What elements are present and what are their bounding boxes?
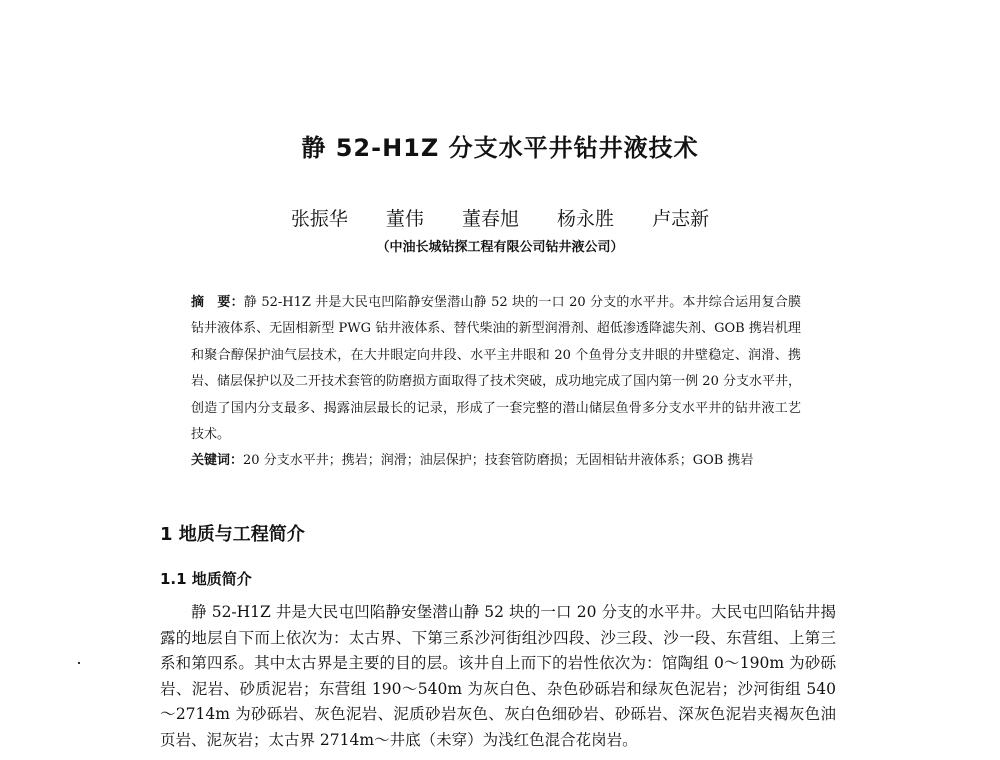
abstract-label: 摘 要：: [191, 295, 244, 310]
keywords-text: 20 分支水平井；携岩；润滑；油层保护；技套管防磨损；无固相钻井液体系；GOB 携岩: [243, 453, 754, 469]
body-paragraph: 静 52-H1Z 井是大民屯凹陷静安堡潜山静 52 块的一口 20 分支的水平井。大民屯凹陷钻井揭露的地层自下而上依次为：太古界、下第三系沙河街组沙四段、沙三段、沙一段、东营组、上第三系和第四系。其中太古界是主要的目的层。该井自上而下的岩性依次为：馆陶组 0～190m 为砂砾岩、泥岩、砂质泥岩；东营组 190～540m 为灰白色、杂色砂砾岩和绿灰色泥岩；沙河街组 540～2714m 为砂砾岩、灰色泥岩、泥质砂岩灰色、灰白色细砂岩、砂砾岩、深灰色泥岩夹褐灰色油页岩、泥灰岩；太古界 2714m～井底（未穿）为浅红色混合花岗岩。: [160, 603, 836, 749]
section-heading: 1 地质与工程简介: [160, 524, 305, 545]
author-list: [0, 204, 1000, 231]
abstract-text: 静 52-H1Z 井是大民屯凹陷静安堡潜山静 52 块的一口 20 分支的水平井。本井综合运用复合膜钻井液体系、无固相新型 PWG 钻井液体系、替代柴油的新型润滑剂、超低渗透降滤失剂、GOB 携岩机理和聚合醇保护油气层技术，在大井眼定向井段、水平主井眼和 20 个鱼骨分支井眼的井壁稳定、润滑、携岩、储层保护以及二开技术套管的防磨损方面取得了技术突破，成功地完成了国内第一例 20 分支水平井，创造了国内分支最多、揭露油层最长的记录，形成了一套完整的潜山储层鱼骨多分支水平井的钻井液工艺技术。: [191, 295, 801, 443]
abstract: [191, 290, 801, 448]
abstract-block: [191, 290, 801, 475]
subsection-heading: 1.1 地质简介: [160, 570, 252, 588]
keywords-label: 关键词：: [191, 453, 244, 469]
author-name: 卢志新: [652, 208, 710, 230]
paper-title: 静 52-H1Z 分支水平井钻井液技术: [301, 134, 699, 162]
author-name: 董春旭: [461, 208, 519, 230]
author-name: 杨永胜: [557, 208, 615, 230]
scan-speck: [78, 662, 80, 664]
keywords: [191, 448, 801, 474]
author-name: 张振华: [290, 208, 348, 230]
author-name: 董伟: [385, 208, 424, 230]
affiliation: （中油长城钻探工程有限公司钻井液公司）: [376, 240, 624, 255]
